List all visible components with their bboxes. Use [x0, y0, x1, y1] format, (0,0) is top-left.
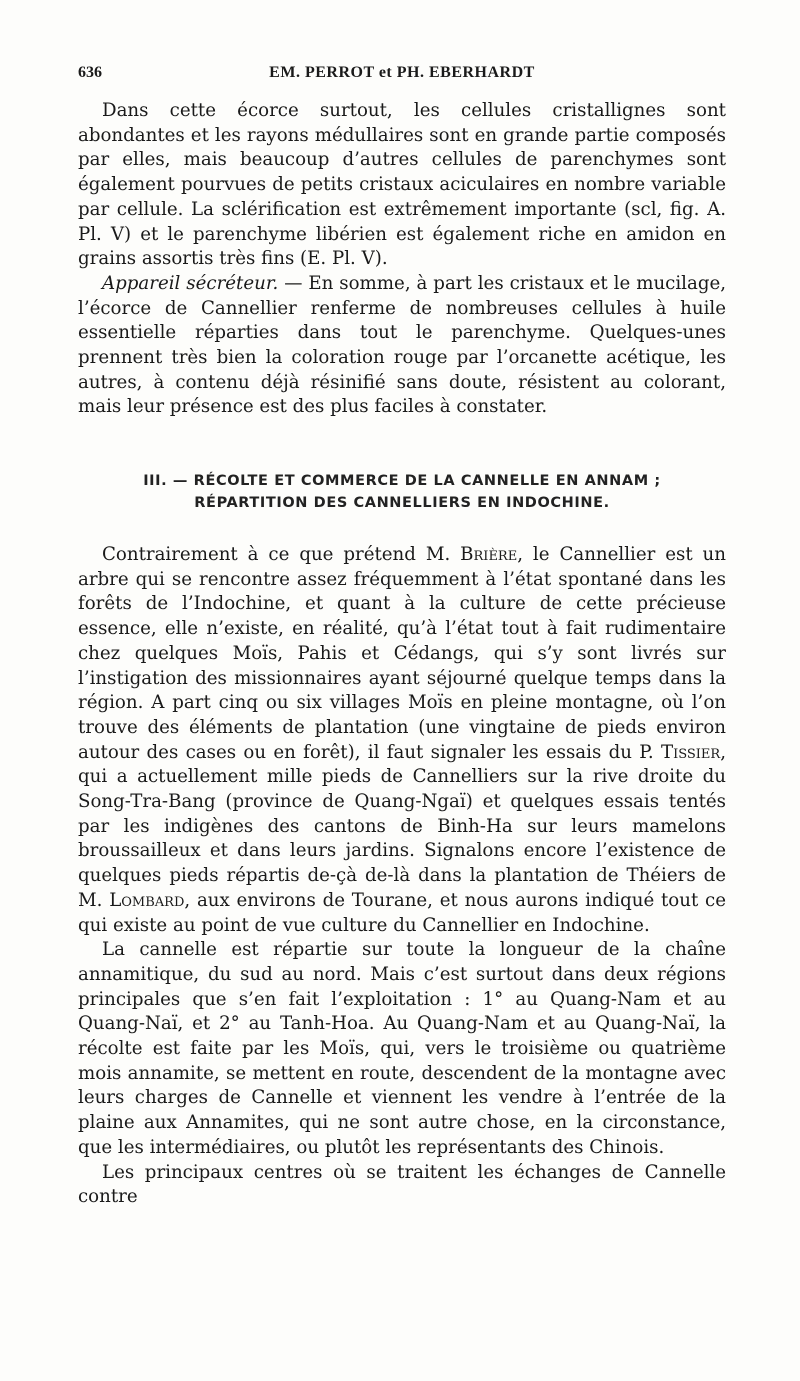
author-name-tissier: Tissier	[660, 741, 721, 763]
text-run: , aux environs de Tourane, et nous aurons indiqué tout ce qui existe au point de vue culture du Cannellier en Indochine.	[78, 889, 726, 936]
text-run: , le Cannellier est un arbre qui se rencontre assez fréquemment à l’état spontané dans les forêts de l’Indochine, et quant à la culture de cette précieuse essence, elle n’existe, en réalité, qu’à l’état tout à fait rudimentaire chez quelques Moïs, Pahis et Cédangs, qui s’y sont livrés sur l’instigation des missionnaires ayant séjourné quelque temps dans la région. A part cinq ou six villages Moïs en pleine montagne, où l’on trouve des éléments de plantation (une vingtaine de pieds environ autour des cases ou en forêt), il faut signaler les essais du P.	[78, 544, 726, 763]
paragraph-trade-centres: Les principaux centres où se traitent les échanges de Cannelle contre	[78, 1161, 726, 1208]
paragraph-sclerification: Dans cette écorce surtout, les cellules cristallignes sont abondantes et les rayons médullaires sont en grande partie composés par elles, mais beaucoup d’autres cellules de parenchymes sont également pourvues de petits cristaux aciculaires en nombre variable par cellule. La sclérification est extrêmement importante (scl, fig. A. Pl. V) et le parenchyme libérien est également riche en amidon en grains assortis très fins (E. Pl. V).	[78, 100, 726, 270]
paragraph-secretory-apparatus	[78, 272, 726, 420]
section-heading	[78, 470, 726, 514]
author-name-lombard: Lombard	[109, 889, 185, 911]
paragraph-culture	[78, 543, 726, 938]
subheading-appareil-secreteur: Appareil sécréteur.	[102, 272, 279, 294]
section-heading-line-2: RÉPARTITION DES CANNELLIERS EN INDOCHINE.	[194, 495, 610, 511]
intro-text-block	[78, 99, 726, 420]
page-number: 636	[78, 64, 102, 81]
paragraph-distribution: La cannelle est répartie sur toute la longueur de la chaîne annamitique, du sud au nord. Mais c’est surtout dans deux régions principales que s’en fait l’exploitation : 1° au Quang-Nam et au Quang-Naï, et 2° au Tanh-Hoa. Au Quang-Nam et au Quang-Naï, la récolte est faite par les Moïs, qui, vers le troisième ou quatrième mois annamite, se mettent en route, descendent de la montagne avec leurs charges de Cannelle et viennent les vendre à l’entrée de la plaine aux Annamites, qui ne sont autre chose, en la circonstance, que les intermédiaires, ou plutôt les représentants des Chinois.	[78, 939, 726, 1158]
section-text-block	[78, 543, 726, 1210]
paragraph-secretory-text: — En somme, à part les cristaux et le mucilage, l’écorce de Cannellier renferme de nombreuses cellules à huile essentielle réparties dans tout le parenchyme. Quelques-unes prennent très bien la coloration rouge par l’orcanette acétique, les autres, à contenu déjà résinifié sans doute, résistent au colorant, mais leur présence est des plus faciles à constater.	[78, 272, 727, 418]
section-heading-line-1: III. — RÉCOLTE ET COMMERCE DE LA CANNELLE EN ANNAM ;	[143, 473, 661, 489]
text-run: , qui a actuellement mille pieds de Cannelliers sur la rive droite du Song-Tra-Bang (province de Quang-Ngaï) et quelques essais tentés par les indigènes des cantons de Binh-Ha sur leurs mamelons broussailleux et dans leurs jardins. Signalons encore l’existence de quelques pieds répartis de-çà de-là dans la plantation de Théiers de M.	[78, 741, 726, 911]
running-head: EM. PERROT et PH. EBERHARDT	[269, 64, 535, 81]
page-header	[78, 64, 726, 88]
text-run: Contrairement à ce que prétend M.	[102, 544, 461, 565]
author-name-briere: Brière	[460, 544, 518, 565]
